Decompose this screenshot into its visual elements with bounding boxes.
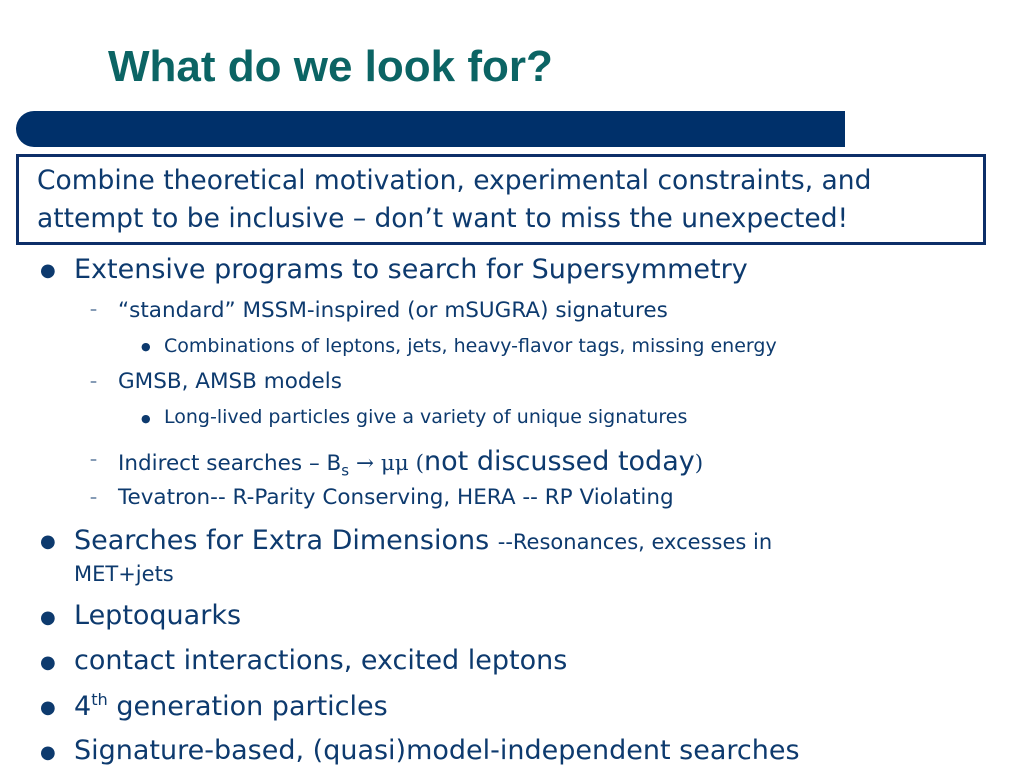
dash-marker: – <box>90 490 97 506</box>
indirect-arrow: → μμ ( <box>355 451 425 476</box>
title-underline-bar <box>16 111 845 147</box>
bullet-dot: ● <box>40 531 56 552</box>
sub-bullet-gmsb: GMSB, AMSB models <box>118 369 342 394</box>
bullet-dot: ● <box>40 607 56 628</box>
sub-sub-bullet-combinations: Combinations of leptons, jets, heavy-flavor tags, missing energy <box>164 335 777 357</box>
box-line-2: attempt to be inclusive – don’t want to miss the unexpected! <box>37 203 849 234</box>
bullet-extra-dimensions <box>74 525 772 556</box>
generation-rest: generation particles <box>107 691 388 722</box>
bullet-dot: ● <box>40 697 56 718</box>
sub-bullet-mssm: “standard” MSSM-inspired (or mSUGRA) signatures <box>118 298 668 323</box>
bullet-dot: ● <box>40 652 56 673</box>
bullet-contact-interactions: contact interactions, excited leptons <box>74 645 568 676</box>
sub-sub-bullet-long-lived: Long-lived particles give a variety of unique signatures <box>164 406 688 428</box>
extra-dimensions-detail: --Resonances, excesses in <box>497 530 773 554</box>
sub-bullet-tevatron: Tevatron-- R-Parity Conserving, HERA -- RP Violating <box>118 485 674 510</box>
indirect-note: not discussed today <box>424 446 695 477</box>
bullet-dot: ● <box>40 260 56 281</box>
dash-marker: – <box>90 452 97 468</box>
bullet-dot: ● <box>40 742 56 763</box>
sub-bullet-indirect <box>118 446 703 479</box>
extra-dimensions-main: Searches for Extra Dimensions <box>74 525 498 556</box>
bullet-dot: ● <box>141 412 151 425</box>
dash-marker: – <box>90 374 97 390</box>
bullet-susy: Extensive programs to search for Supersymmetry <box>74 254 748 285</box>
extra-dimensions-continuation: MET+jets <box>74 562 174 586</box>
generation-superscript: th <box>91 690 108 709</box>
slide-title: What do we look for? <box>108 42 553 91</box>
bullet-dot: ● <box>141 340 151 353</box>
indirect-prefix: Indirect searches – B <box>118 451 342 476</box>
indirect-subscript: s <box>341 461 350 480</box>
box-line-1: Combine theoretical motivation, experimental constraints, and <box>37 165 872 196</box>
highlight-box <box>16 154 986 245</box>
dash-marker: – <box>90 302 97 318</box>
bullet-4th-generation <box>74 690 388 722</box>
generation-number: 4 <box>74 691 92 722</box>
bullet-signature-based: Signature-based, (quasi)model-independent searches <box>74 735 800 766</box>
indirect-close: ) <box>694 451 704 476</box>
bullet-leptoquarks: Leptoquarks <box>74 600 242 631</box>
